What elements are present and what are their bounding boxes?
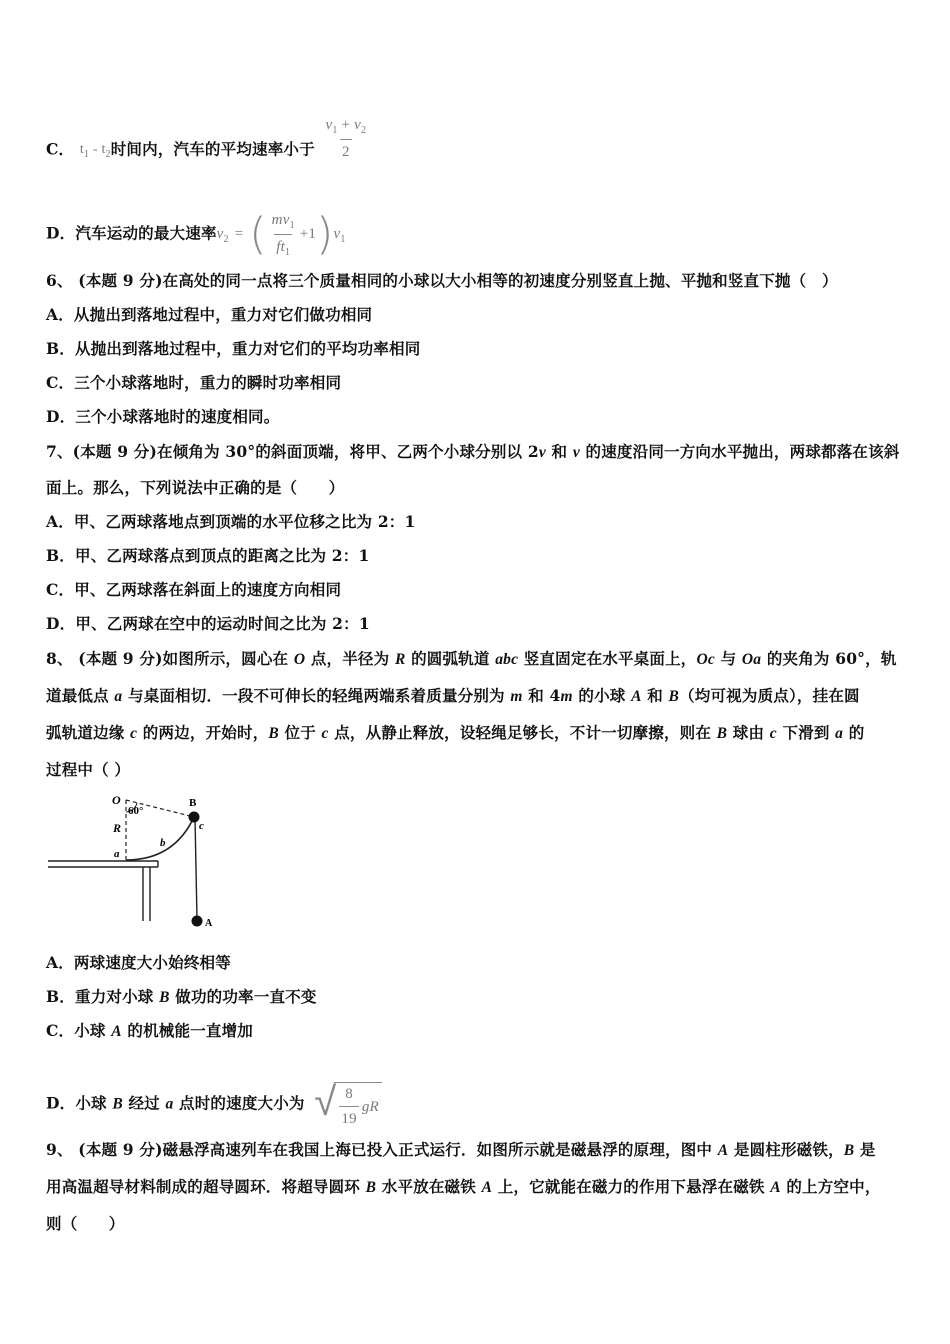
q8-option-d: D．小球 B 经过 a 点时的速度大小为 √ $\frac{8}{19}$ gR [46, 1079, 906, 1130]
time-interval-formula: $t_1 - t_2$ [79, 142, 111, 160]
q8-stem-line-4: 过程中（ ） [46, 760, 131, 779]
circular-track-diagram [46, 788, 226, 930]
q8-option-c: C．小球 A 的机械能一直增加 [46, 1021, 253, 1040]
speed-sqrt-formula: √ $\frac{8}{19}$ gR [314, 1079, 382, 1130]
q5-option-d: D．汽车运动的最大速率$v_2$ = ( $\frac{mv_1}{ft_1}$ $+1)v_1$ [46, 208, 346, 260]
q7-option-c: C．甲、乙两球落在斜面上的速度方向相同 [46, 580, 342, 599]
q6-option-a: A．从抛出到落地过程中，重力对它们做功相同 [46, 305, 373, 324]
q5-option-c: C． $t_1 - t_2$时间内，汽车的平均速率小于 $\frac{v_1 + v_2}{2}$ [46, 126, 906, 175]
label-o: O [112, 793, 121, 807]
q7-stem-line-2: 面上。那么，下列说法中正确的是（ ） [46, 478, 345, 497]
q7-stem-line-1: 7、(本题 9 分)在倾角为 30°的斜面顶端，将甲、乙两个小球分别以 2v 和 v 的速度沿同一方向水平抛出，两球都落在该斜 [46, 442, 900, 461]
ball-b [189, 812, 200, 823]
label-b-point: b [160, 837, 166, 849]
label-ball-a: A [205, 918, 213, 929]
max-speed-formula: $v_2$ = ( $\frac{mv_1}{ft_1}$ $+1)v_1$ [216, 208, 346, 260]
q8-stem-line-1: 8、 (本题 9 分)如图所示，圆心在 O 点，半径为 R 的圆弧轨道 abc 竖直固定在水平桌面上，Oc 与 Oa 的夹角为 60°，轨 [46, 649, 897, 668]
q9-stem-line-3: 则（ ） [46, 1214, 125, 1233]
q6-option-b: B．从抛出到落地过程中，重力对它们的平均功率相同 [46, 339, 421, 358]
q6-stem: 6、 (本题 9 分)在高处的同一点将三个质量相同的小球以大小相等的初速度分别竖直上抛、平抛和竖直下抛（ ） [46, 271, 838, 290]
label-60-degrees: 60° [128, 805, 144, 817]
q7-option-a: A．甲、乙两球落地点到顶端的水平位移之比为 2：1 [46, 512, 416, 531]
q6-option-d: D．三个小球落地时的速度相同。 [46, 407, 280, 426]
q8-option-a: A．两球速度大小始终相等 [46, 953, 231, 972]
q7-option-b: B．甲、乙两球落点到顶点的距离之比为 2：1 [46, 546, 370, 565]
q9-stem-line-1: 9、 (本题 9 分)磁悬浮高速列车在我国上海已投入正式运行．如图所示就是磁悬浮的原理，图中 A 是圆柱形磁铁，B 是 [46, 1140, 876, 1159]
q6-option-c: C．三个小球落地时，重力的瞬时功率相同 [46, 373, 342, 392]
average-velocity-fraction: $\frac{v_1 + v_2}{2}$ [320, 114, 371, 163]
label-a-point: a [114, 848, 120, 860]
q8-stem-line-2: 道最低点 a 与桌面相切．一段不可伸长的轻绳两端系着质量分别为 m 和 4m 的小球 A 和 B（均可视为质点），挂在圆 [46, 686, 860, 705]
q8-stem-line-3: 弧轨道边缘 c 的两边，开始时，B 位于 c 点，从静止释放，设轻绳足够长，不计一切摩擦，则在 B 球由 c 下滑到 a 的 [46, 723, 865, 742]
label-ball-b: B [189, 797, 197, 809]
label-c-point: c [199, 820, 204, 832]
label-r: R [113, 821, 122, 835]
q7-option-d: D．甲、乙两球在空中的运动时间之比为 2：1 [46, 614, 370, 633]
rope [195, 817, 197, 920]
q8-option-b: B．重力对小球 B 做功的功率一直不变 [46, 987, 317, 1006]
q9-stem-line-2: 用高温超导材料制成的超导圆环．将超导圆环 B 水平放在磁铁 A 上，它就能在磁力的作用下悬浮在磁铁 A 的上方空中， [46, 1177, 881, 1196]
ball-a [192, 916, 203, 927]
